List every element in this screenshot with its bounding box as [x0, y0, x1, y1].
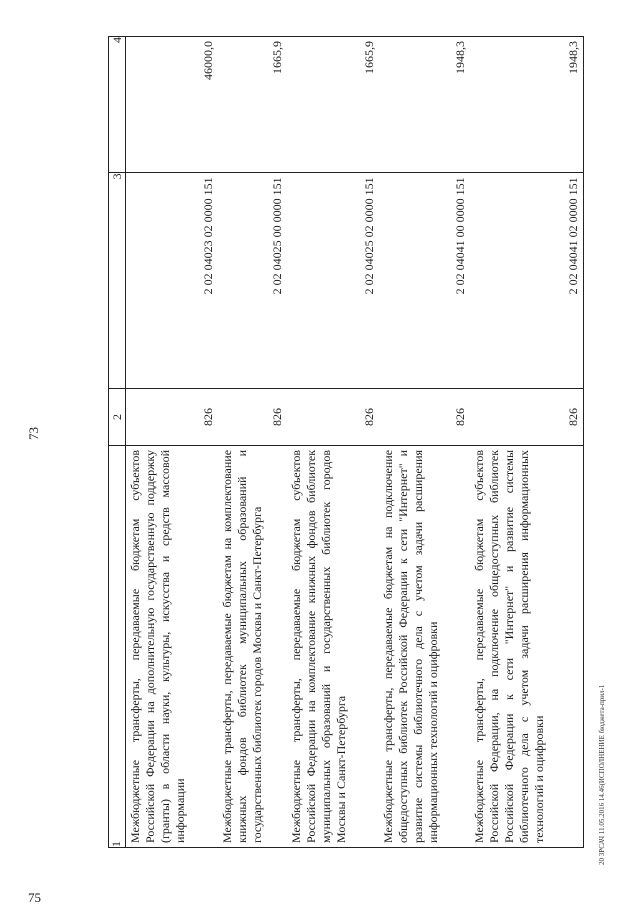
- header-col-2: 2: [109, 389, 126, 446]
- row-amount: 1665,9: [218, 37, 288, 173]
- row-admin-code: 826: [379, 389, 470, 446]
- row-description: Межбюджетные трансферты, передаваемые бюджетам на комплектование книжных фондов библиотек муниципальных образований и государственных библиотек городов Москвы и Санкт-Петербурга: [218, 445, 288, 847]
- margin-file-note: 20 ЗРСАЧ 11.05.2016 14.46(ИСПОЛНЕНИЕ бюджета-прил-1: [598, 684, 606, 865]
- table-header-row: [109, 37, 126, 848]
- table-row: [379, 37, 470, 848]
- row-budget-code: 2 02 04023 02 0000 151: [126, 173, 218, 389]
- row-admin-code: 826: [470, 389, 583, 446]
- budget-table-rotated: [108, 36, 584, 848]
- budget-table: [108, 36, 584, 848]
- row-description: Межбюджетные трансферты, передаваемые бюджетам на подключение общедоступных библиотек Российской Федерации к сети "Интернет" и развитие системы библиотечного дела с учетом задачи расширения информационных технологий и оцифровки: [379, 445, 470, 847]
- row-amount: 46000,0: [126, 37, 218, 173]
- row-admin-code: 826: [218, 389, 288, 446]
- table-row: [287, 37, 378, 848]
- row-budget-code: 2 02 04041 00 0000 151: [379, 173, 470, 389]
- row-description: Межбюджетные трансферты, передаваемые бюджетам субъектов Российской Федерации, на подключение общедоступных библиотек Российской Федерации к сети "Интернет" и развитие системы библиотечного дела с учетом задачи расширения информационных технологий и оцифровки: [470, 445, 583, 847]
- row-budget-code: 2 02 04025 02 0000 151: [287, 173, 378, 389]
- row-amount: 1948,3: [379, 37, 470, 173]
- header-col-3: 3: [109, 173, 126, 389]
- row-description: Межбюджетные трансферты, передаваемые бюджетам субъектов Российской Федерации на комплектование книжных фондов библиотек муниципальных образований и государственных библиотек городов Москвы и Санкт-Петербурга: [287, 445, 378, 847]
- row-admin-code: 826: [287, 389, 378, 446]
- header-col-1: 1: [109, 445, 126, 847]
- row-amount: 1948,3: [470, 37, 583, 173]
- row-description: Межбюджетные трансферты, передаваемые бюджетам субъектов Российской Федерации на дополнительную государственную поддержку (гранты) в области науки, культуры, искусства и средств массовой информации: [126, 445, 218, 847]
- page-number-bottom: 75: [28, 890, 41, 905]
- row-amount: 1665,9: [287, 37, 378, 173]
- row-budget-code: 2 02 04025 00 0000 151: [218, 173, 288, 389]
- table-row: [218, 37, 288, 848]
- table-row: [126, 37, 218, 848]
- row-admin-code: 826: [126, 389, 218, 446]
- header-col-4: 4: [109, 37, 126, 173]
- row-budget-code: 2 02 04041 02 0000 151: [470, 173, 583, 389]
- table-row: [470, 37, 583, 848]
- page-number-top: 73: [26, 427, 41, 440]
